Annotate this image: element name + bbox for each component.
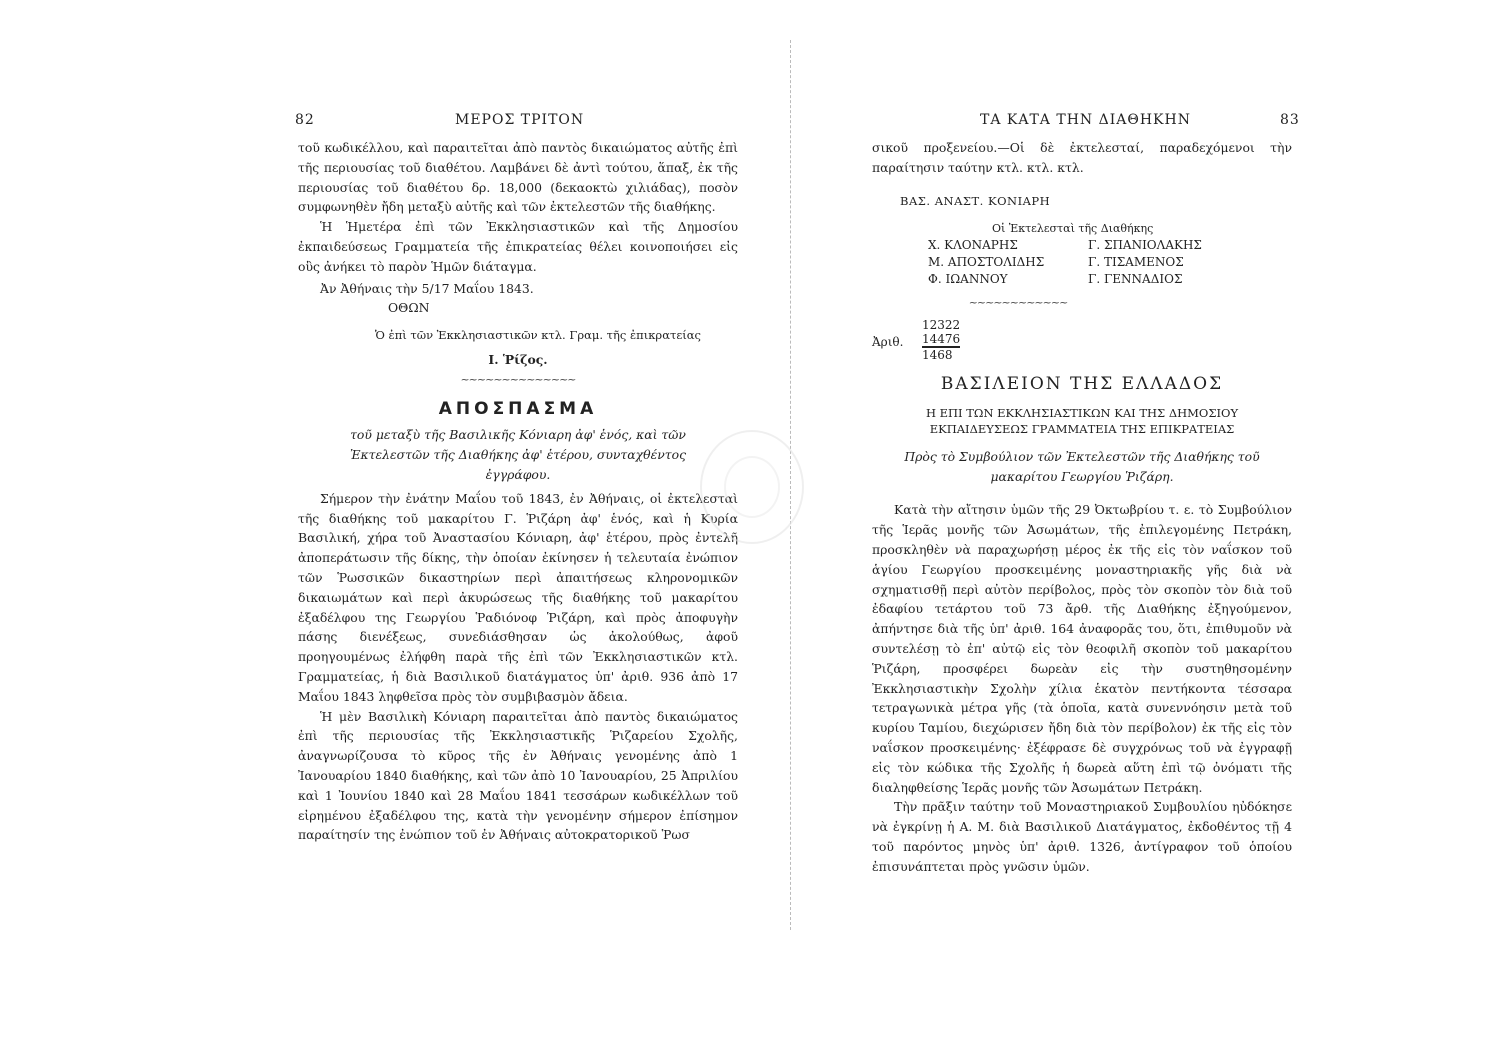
left-text-block — [298, 138, 738, 845]
executor-name: Γ. ΤΙΣΑΜΕΝΟΣ — [1088, 255, 1184, 269]
signer-name: ΒΑΣ. ΑΝΑΣΤ. ΚΟΝΙΑΡΗ — [900, 193, 1051, 208]
ministry-line: ΕΚΠΑΙΔΕΥΣΕΩΣ ΓΡΑΜΜΑΤΕΙΑ ΤΗΣ ΕΠΙΚΡΑΤΕΙΑΣ — [929, 421, 1235, 436]
ministry-line: Η ΕΠΙ ΤΩΝ ΕΚΚΛΗΣΙΑΣΤΙΚΩΝ ΚΑΙ ΤΗΣ ΔΗΜΟΣΙΟΥ — [925, 405, 1239, 420]
executor-name: Χ. ΚΛΟΝΑΡΗΣ — [928, 238, 1018, 252]
king-signature: ΟΘΩΝ — [388, 300, 430, 316]
paragraph: Σήμερον τὴν ἐνάτην Μαΐου τοῦ 1843, ἐν Ἀθήναις, οἱ ἐκτελεσταὶ τῆς διαθήκης τοῦ μακαρίτου Γ. Ῥιζάρη ἀφ' ἑνός, καὶ ἡ Κυρία Βασιλική, χήρα τοῦ Ἀναστασίου Κόνιαρη, ἀφ' ἑτέρου, πρὸς ἐντελῆ ἀποπεράτωσιν τῆς δίκης, τὴν ὁποίαν ἐκίνησεν ἡ τελευταία ἐνώπιον τῶν Ῥωσσικῶν δικαστηρίων περὶ ἀπαιτήσεως κληρονομικῶν δικαιωμάτων καὶ περὶ ἀκυρώσεως τῆς διαθήκης τοῦ μακαρίτου ἐξαδέλφου της Γεωργίου Ῥαδιόνοφ Ῥιζάρη, καὶ πρὸς ἀποφυγὴν πάσης διενέξεως, συνεδιάσθησαν ὡς ἀκολούθως, ἀφοῦ προηγουμένως ἐλήφθη παρὰ τῆς ἐπὶ τῶν Ἐκκλησιαστικῶν κτλ. Γραμματείας, ἡ διὰ Βασιλικοῦ διατάγματος ὑπ' ἀριθ. 936 ἀπὸ 17 Μαΐου 1843 ληφθεῖσα πρὸς τὸν συμβιβασμὸν ἄδεια. — [298, 490, 738, 704]
executor-name: Γ. ΓΕΝΝΑΔΙΟΣ — [1088, 272, 1183, 286]
addressee: Πρὸς τὸ Συμβούλιον τῶν Ἐκτελεστῶν τῆς Διαθήκης τοῦ μακαρίτου Γεωργίου Ῥιζάρη. — [904, 448, 1260, 484]
minister-name: Ι. Ῥίζος. — [488, 351, 548, 367]
ornament-divider: ~~~~~~~~~~~~ — [968, 296, 1068, 309]
executor-name: Γ. ΣΠΑΝΙΟΛΑΚΗΣ — [1088, 238, 1202, 252]
right-text-top — [872, 138, 1292, 239]
left-running-head: ΜΕΡΟΣ ΤΡΙΤΟΝ — [455, 112, 585, 128]
right-running-head: ΤΑ ΚΑΤΑ ΤΗΝ ΔΙΑΘΗΚΗΝ — [980, 112, 1191, 128]
number-fraction — [922, 318, 960, 362]
paragraph: Ἡ μὲν Βασιλικὴ Κόνιαρη παραιτεῖται ἀπὸ παντὸς δικαιώματος ἐπὶ τῆς περιουσίας τῆς Ἐκκλησιαστικῆς Ῥιζαρείου Σχολῆς, ἀναγνωρίζουσα τὸ κῦρος τῆς ἐν Ἀθήναις γενομένης ἀπὸ 1 Ἰανουαρίου 1840 διαθήκης, καὶ τῶν ἀπὸ 10 Ἰανουαρίου, 25 Ἀπριλίου καὶ 1 Ἰουνίου 1840 καὶ 28 Μαΐου 1841 τεσσάρων κωδικέλλων τοῦ εἰρημένου ἐξαδέλφου της, κατὰ τὴν γενομένην σήμερον ἐπίσημον παραίτησίν της ἐνώπιον τοῦ ἐν Ἀθήναις αὐτοκρατορικοῦ Ῥωσ — [298, 708, 738, 843]
right-page-number: 83 — [1280, 112, 1300, 128]
kingdom-heading: ΒΑΣΙΛΕΙΟΝ ΤΗΣ ΕΛΛΑΔΟΣ — [940, 374, 1224, 394]
paragraph: Κατὰ τὴν αἴτησιν ὑμῶν τῆς 29 Ὀκτωβρίου τ. ε. τὸ Συμβούλιον τῆς Ἱερᾶς μονῆς τῶν Ἀσωμάτων, τῆς ἐπιλεγομένης Πετράκη, προσκληθὲν νὰ παραχωρήσῃ μέρος ἐκ τῆς εἰς τὸν ναΐσκον τοῦ ἁγίου Γεωργίου προσκειμένης μοναστηριακῆς γῆς διὰ νὰ σχηματισθῇ περὶ αὐτὸν περίβολος, πρὸς τὸν σκοπὸν τὸν διὰ τοῦ ἐδαφίου τετάρτου τοῦ 73 ἄρθ. τῆς Διαθήκης ἐξηγούμενον, ἀπήντησε διὰ τῆς ὑπ' ἀριθ. 164 ἀναφορᾶς του, ὅτι, ἐπιθυμοῦν νὰ συντελέσῃ τὸ ἐπ' αὐτῷ εἰς τὸν θεοφιλῆ σκοπὸν τοῦ μακαρίτου Ῥιζάρη, προσφέρει δωρεὰν εἰς τὴν συστηθησομένην Ἐκκλησιαστικὴν Σχολὴν χίλια ἑκατὸν πεντήκοντα τέσσαρα τετραγωνικὰ μέτρα γῆς (τὰ ὁποῖα, κατὰ συνεννόησιν μετὰ τοῦ κυρίου Ταμίου, διεχώρισεν ἤδη διὰ τὸν περίβολον) ἐκ τῆς εἰς τὸν ναΐσκον προσκειμένης· ἐξέφρασε δὲ συγχρόνως τοῦ νὰ ἐγγραφῇ εἰς τὸν κώδικα τῆς Σχολῆς ἡ δωρεὰ αὕτη ἐπὶ τῷ ὀνόματι τῆς διαληφθείσης Ἱερᾶς μονῆς τῶν Ἀσωμάτων Πετράκη. — [872, 502, 1292, 795]
executor-name: Φ. ΙΩΑΝΝΟΥ — [928, 272, 1008, 286]
paragraph: Τὴν πρᾶξιν ταύτην τοῦ Μοναστηριακοῦ Συμβουλίου ηὐδόκησε νὰ ἐγκρίνῃ ἡ Α. Μ. διὰ Βασιλικοῦ Διατάγματος, ἐκδοθέντος τῇ 4 τοῦ παρόντος μηνὸς ὑπ' ἀριθ. 1326, ἀντίγραφον τοῦ ὁποίου ἐπισυνάπτεται πρὸς γνῶσιν ὑμῶν. — [872, 799, 1292, 874]
paragraph: τοῦ κωδικέλλου, καὶ παραιτεῖται ἀπὸ παντὸς δικαιώματος αὐτῆς ἐπὶ τῆς περιουσίας τοῦ διαθέτου. Λαμβάνει δὲ ἀντὶ τούτου, ἅπαξ, ἐκ τῆς περιουσίας τοῦ διαθέτου δρ. 18,000 (δεκαοκτὼ χιλιάδας), ποσὸν συμφωνηθὲν ἤδη μεταξὺ αὐτῆς καὶ τῶν ἐκτελεστῶν τῆς διαθήκης. — [298, 140, 738, 215]
number-bottom: 1468 — [922, 348, 953, 362]
left-page-number: 82 — [295, 112, 315, 128]
minister-line: Ὁ ἐπὶ τῶν Ἐκκλησιαστικῶν κτλ. Γραμ. τῆς ἐπικρατείας — [374, 328, 701, 343]
extract-subtitle: τοῦ μεταξὺ τῆς Βασιλικῆς Κόνιαρη ἀφ' ἑνός, καὶ τῶν Ἐκτελεστῶν τῆς Διαθήκης ἀφ' ἑτέρου, συνταχθέντος ἐγγράφου. — [349, 427, 687, 482]
executor-name: Μ. ΑΠΟΣΤΟΛΙΔΗΣ — [928, 255, 1045, 269]
library-stamp — [700, 430, 804, 544]
date-line: Ἀν Ἀθήναις τὴν 5/17 Μαΐου 1843. — [320, 280, 534, 296]
number-top: 12322 — [922, 318, 961, 332]
right-text-main — [872, 375, 1292, 877]
extract-title: ΑΠΟΣΠΑΣΜΑ — [438, 398, 598, 419]
ornament-divider: ~~~~~~~~~~~~~~ — [460, 372, 576, 386]
executors-heading: Οἱ Ἐκτελεσταὶ τῆς Διαθήκης — [992, 222, 1154, 236]
executors-list — [928, 237, 1248, 311]
number-mid: 14476 — [922, 332, 961, 346]
paragraph: σικοῦ προξενείου.—Οἱ δὲ ἐκτελεσταί, παραδεχόμενοι τὴν παραίτησιν ταύτην κτλ. κτλ. κτλ. — [872, 140, 1292, 175]
paragraph: Ἡ Ἡμετέρα ἐπὶ τῶν Ἐκκλησιαστικῶν καὶ τῆς Δημοσίου ἐκπαιδεύσεως Γραμματεία τῆς ἐπικρατείας θέλει κοινοποιήσει εἰς οὓς ἀνήκει τὸ παρὸν Ἡμῶν διάταγμα. — [298, 219, 738, 274]
number-label: Ἀριθ. — [872, 335, 904, 349]
